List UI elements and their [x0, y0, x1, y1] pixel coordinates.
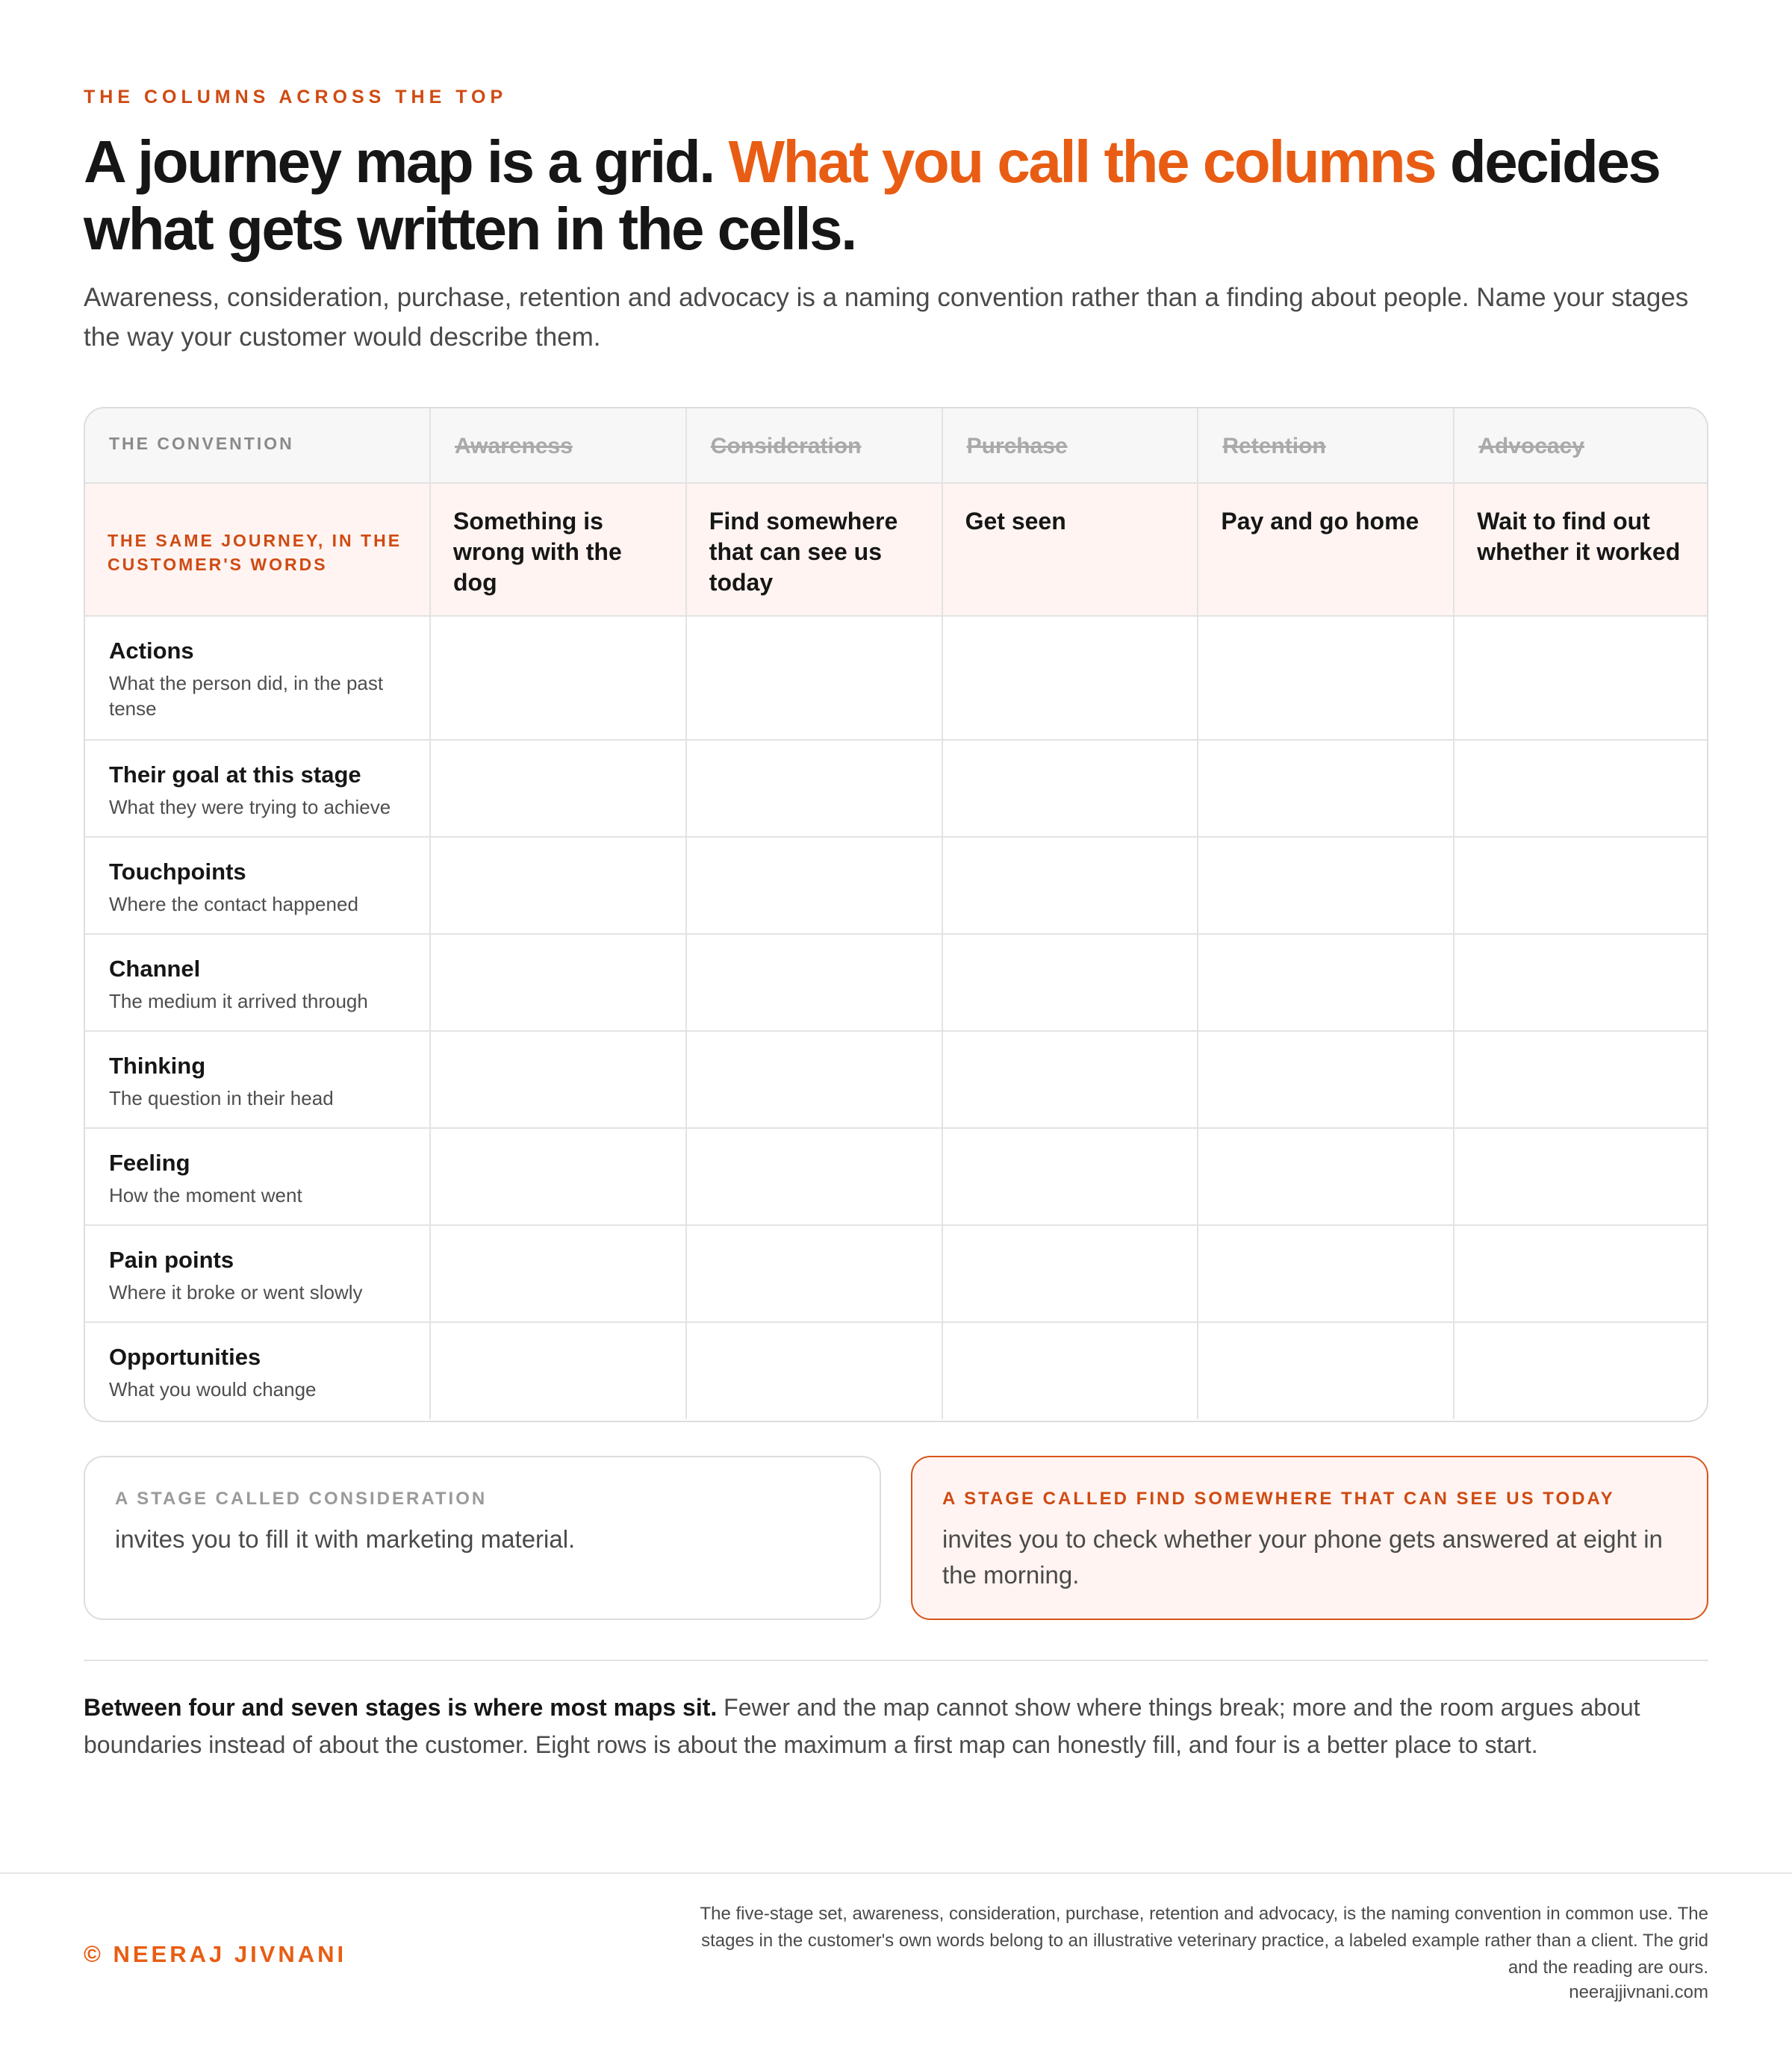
empty-cell — [1454, 837, 1708, 934]
row-header-cell — [85, 1128, 430, 1225]
empty-cell — [1454, 1225, 1708, 1322]
convention-stage: Advocacy — [1478, 434, 1584, 458]
grid-row-goal — [85, 740, 1708, 837]
headline-part1: A journey map is a grid. — [84, 128, 729, 195]
convention-stage: Consideration — [710, 434, 862, 458]
empty-cell — [1454, 1031, 1708, 1128]
empty-cell — [942, 616, 1198, 740]
journey-map-grid — [84, 407, 1708, 1422]
row-description: What the person did, in the past tense — [109, 672, 384, 720]
empty-cell — [686, 616, 942, 740]
customer-stage: Wait to find out whether it worked — [1477, 508, 1681, 565]
empty-cell — [430, 1031, 686, 1128]
headline-part2: decides what gets written in the cells. — [84, 128, 1660, 262]
empty-cell — [1198, 934, 1454, 1031]
empty-cell — [686, 1322, 942, 1419]
empty-cell — [1198, 1225, 1454, 1322]
row-title: Feeling — [109, 1150, 190, 1176]
callout-text: invites you to check whether your phone gets answered at eight in the morning. — [942, 1525, 1663, 1589]
closing-paragraph — [84, 1689, 1726, 1763]
empty-cell — [686, 934, 942, 1031]
customer-label-cell — [85, 483, 430, 616]
row-description: What they were trying to achieve — [109, 796, 391, 818]
row-title: Touchpoints — [109, 859, 246, 885]
grid-row-feeling — [85, 1128, 1708, 1225]
closing-rest: Fewer and the map cannot show where things break; more and the room argues about boundaries instead of about the customer. Eight rows is about the maximum a first map can honestly fill, and four is a better place to start. — [84, 1694, 1640, 1758]
grid-row-opportunities — [85, 1322, 1708, 1419]
row-header-cell — [85, 740, 430, 837]
row-description: Where the contact happened — [109, 893, 358, 915]
empty-cell — [1454, 934, 1708, 1031]
row-header-cell — [85, 837, 430, 934]
intro-paragraph: Awareness, consideration, purchase, retention and advocacy is a naming convention rather than a finding about people. Name your stages the way your customer would describe them. — [84, 283, 1689, 352]
grid-row-actions — [85, 616, 1708, 740]
convention-stage: Retention — [1222, 434, 1326, 458]
row-header-cell — [85, 1225, 430, 1322]
customer-stage-cell — [430, 483, 686, 616]
convention-stage: Awareness — [455, 434, 573, 458]
row-title: Actions — [109, 638, 194, 664]
customer-stage-cell — [942, 483, 1198, 616]
customer-stage-cell — [1454, 483, 1708, 616]
row-title: Opportunities — [109, 1344, 261, 1370]
customer-stage-cell — [1198, 483, 1454, 616]
convention-stage-cell — [1454, 408, 1708, 483]
grid-row-touchpoints — [85, 837, 1708, 934]
row-header-cell — [85, 934, 430, 1031]
empty-cell — [430, 740, 686, 837]
customer-stage-cell — [686, 483, 942, 616]
brand-name: © NEERAJ JIVNANI — [84, 1941, 347, 1967]
website-link[interactable]: neerajjivnani.com — [1569, 1982, 1708, 2002]
empty-cell — [942, 1322, 1198, 1419]
empty-cell — [1198, 616, 1454, 740]
customer-stage: Pay and go home — [1221, 508, 1419, 535]
callout-customer-words — [911, 1456, 1708, 1620]
headline-accent: What you call the columns — [728, 128, 1436, 195]
closing-lead: Between four and seven stages is where most maps sit. — [84, 1694, 718, 1721]
footer-divider — [0, 1872, 1792, 1874]
row-description: How the moment went — [109, 1184, 302, 1206]
callout-convention — [84, 1456, 881, 1620]
empty-cell — [1198, 1322, 1454, 1419]
empty-cell — [430, 934, 686, 1031]
callout-label: A STAGE CALLED FIND SOMEWHERE THAT CAN SEE US TODAY — [942, 1489, 1615, 1509]
footer-note: The five-stage set, awareness, consideration, purchase, retention and advocacy, is the naming convention in common use. The stages in the customer's own words belong to an illustrative veterinary practice, a labeled example rather than a client. The grid and the reading are ours. — [700, 1904, 1708, 1978]
eyebrow: THE COLUMNS ACROSS THE TOP — [84, 87, 508, 108]
row-description: Where it broke or went slowly — [109, 1281, 363, 1303]
section-divider — [84, 1660, 1708, 1661]
row-header-cell — [85, 1322, 430, 1419]
empty-cell — [1198, 837, 1454, 934]
empty-cell — [1454, 1322, 1708, 1419]
row-description: The medium it arrived through — [109, 990, 368, 1012]
customer-stage: Something is wrong with the dog — [453, 508, 622, 596]
empty-cell — [430, 1225, 686, 1322]
empty-cell — [942, 934, 1198, 1031]
empty-cell — [1454, 740, 1708, 837]
convention-stage-cell — [1198, 408, 1454, 483]
empty-cell — [1198, 1031, 1454, 1128]
headline — [84, 128, 1711, 263]
empty-cell — [942, 1128, 1198, 1225]
convention-stage-cell — [942, 408, 1198, 483]
empty-cell — [942, 837, 1198, 934]
customer-stage: Get seen — [965, 508, 1066, 535]
empty-cell — [942, 1225, 1198, 1322]
callout-text: invites you to fill it with marketing material. — [115, 1525, 576, 1553]
convention-row — [85, 408, 1708, 483]
empty-cell — [686, 837, 942, 934]
empty-cell — [1454, 616, 1708, 740]
empty-cell — [942, 1031, 1198, 1128]
customer-stage: Find somewhere that can see us today — [709, 508, 898, 596]
row-title: Channel — [109, 956, 201, 982]
row-description: The question in their head — [109, 1087, 334, 1109]
convention-label: THE CONVENTION — [109, 434, 294, 453]
convention-stage-cell — [430, 408, 686, 483]
empty-cell — [430, 1322, 686, 1419]
convention-stage-cell — [686, 408, 942, 483]
empty-cell — [1198, 740, 1454, 837]
row-title: Pain points — [109, 1247, 234, 1273]
empty-cell — [1198, 1128, 1454, 1225]
row-title: Their goal at this stage — [109, 761, 361, 788]
convention-label-cell — [85, 408, 430, 483]
empty-cell — [686, 740, 942, 837]
journey-map-table — [85, 408, 1708, 1419]
empty-cell — [430, 616, 686, 740]
grid-row-pain-points — [85, 1225, 1708, 1322]
customer-label: THE SAME JOURNEY, IN THE CUSTOMER'S WORDS — [108, 531, 402, 574]
row-header-cell — [85, 1031, 430, 1128]
empty-cell — [686, 1031, 942, 1128]
empty-cell — [1454, 1128, 1708, 1225]
empty-cell — [430, 1128, 686, 1225]
row-description: What you would change — [109, 1378, 317, 1401]
grid-row-channel — [85, 934, 1708, 1031]
empty-cell — [686, 1225, 942, 1322]
empty-cell — [942, 740, 1198, 837]
row-title: Thinking — [109, 1053, 206, 1079]
customer-words-row — [85, 483, 1708, 616]
empty-cell — [686, 1128, 942, 1225]
callout-label: A STAGE CALLED CONSIDERATION — [115, 1489, 488, 1509]
row-header-cell — [85, 616, 430, 740]
convention-stage: Purchase — [966, 434, 1068, 458]
grid-row-thinking — [85, 1031, 1708, 1128]
empty-cell — [430, 837, 686, 934]
